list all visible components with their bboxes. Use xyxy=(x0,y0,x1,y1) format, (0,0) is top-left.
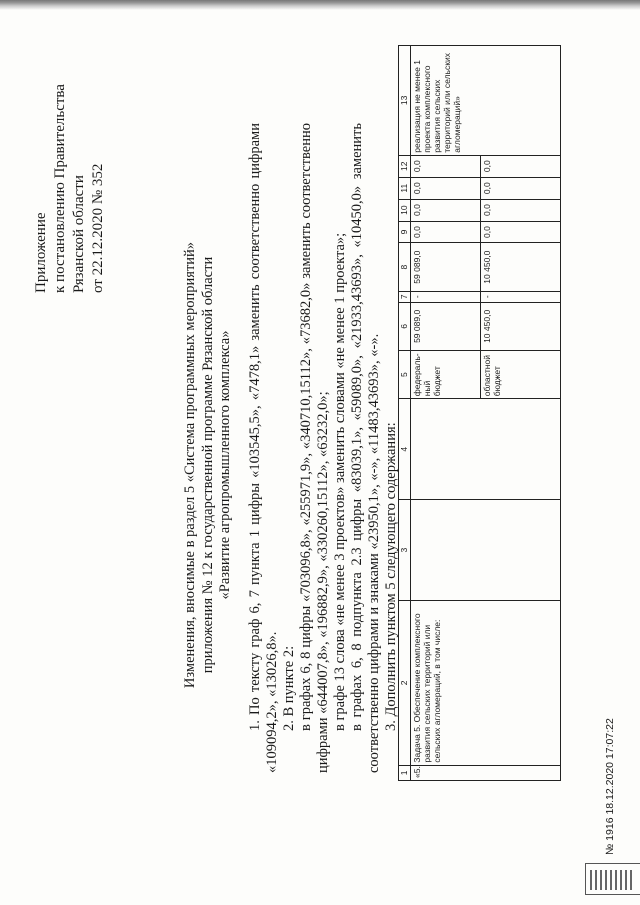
result-cell: реализация не менее 1 проекта комплексного развития сельских территорий или сельских агломераций» xyxy=(411,46,561,156)
header-cell: 7 xyxy=(399,291,411,302)
header-cell: 13 xyxy=(399,46,411,156)
value-cell: 0,0 xyxy=(411,155,481,177)
approval-line-4: от 22.12.2020 № 352 xyxy=(90,163,106,293)
approval-line-2: к постановлению Правительства xyxy=(52,84,68,293)
header-cell: 11 xyxy=(399,177,411,199)
col3-cell xyxy=(411,500,561,601)
value-cell: 10 450,0 xyxy=(481,302,561,350)
title-line-2: приложения № 12 к государственной программе Рязанской области xyxy=(199,256,216,674)
header-cell: 8 xyxy=(399,243,411,291)
title-line-3: «Развитие агропромышленного комплекса» xyxy=(217,330,233,600)
row-number-cell: «5. xyxy=(411,765,561,780)
amendment-table xyxy=(398,45,561,781)
value-cell: 0,0 xyxy=(481,199,561,221)
header-cell: 3 xyxy=(399,500,411,601)
value-cell: 0,0 xyxy=(411,177,481,199)
paragraph-6: 3. Дополнить пунктом 5 следующего содержания: xyxy=(383,422,399,731)
header-cell: 6 xyxy=(399,302,411,350)
source-cell: областной бюджет xyxy=(481,351,561,399)
registration-stamp: № 1916 18.12.2020 17:07:22 xyxy=(604,718,616,855)
paragraph-3: в графах 6, 8 цифры «703096,8», «255971,9», «340710,15112», «73682,0» заменить соответственно цифрами «644007,8», «196882,9», «330260,15112», «63232,0»; xyxy=(298,123,331,773)
table-header-row xyxy=(399,46,411,781)
header-cell: 2 xyxy=(399,601,411,766)
value-cell: - xyxy=(481,291,561,302)
value-cell: - xyxy=(411,291,481,302)
col4-cell xyxy=(411,399,561,500)
header-cell: 9 xyxy=(399,221,411,243)
document-title xyxy=(182,175,235,755)
registration-seal xyxy=(585,863,640,895)
table-row xyxy=(411,46,481,781)
header-cell: 10 xyxy=(399,199,411,221)
document-body xyxy=(247,123,400,773)
approval-line-3: Рязанской области xyxy=(71,175,87,293)
title-line-1: Изменения, вносимые в раздел 5 «Система программных мероприятий» xyxy=(182,241,198,689)
value-cell: 0,0 xyxy=(481,155,561,177)
paragraph-4: в графе 13 слова «не менее 3 проектов» заменить словами «не менее 1 проекта»; xyxy=(332,232,348,731)
paragraph-5: в графах 6, 8 подпункта 2.3 цифры «83039,1», «59089,0», «21933,43693», «10450,0» заменить соответственно цифрами и знаками «23950,1», «-», «11483,43693», «-». xyxy=(349,123,382,773)
value-cell: 59 089,0 xyxy=(411,243,481,291)
value-cell: 0,0 xyxy=(481,221,561,243)
header-cell: 4 xyxy=(399,399,411,500)
value-cell: 0,0 xyxy=(411,221,481,243)
value-cell: 59 089,0 xyxy=(411,302,481,350)
header-cell: 1 xyxy=(399,765,411,780)
task-cell: Задача 5. Обеспечение комплексного развития сельских территорий или сельских агломераций, в том числе: xyxy=(411,601,561,766)
approval-line-1: Приложение xyxy=(33,212,49,293)
approval-block xyxy=(32,84,108,293)
header-cell: 5 xyxy=(399,351,411,399)
value-cell: 10 450,0 xyxy=(481,243,561,291)
header-cell: 12 xyxy=(399,155,411,177)
paragraph-1: 1. По тексту граф 6, 7 пункта 1 цифры «103545,5», «7478,1» заменить соответственно цифрами «109094,2», «13026,8». xyxy=(247,123,280,773)
paragraph-2: 2. В пункте 2: xyxy=(281,645,297,731)
source-cell: федераль-ный бюджет xyxy=(411,351,481,399)
value-cell: 0,0 xyxy=(411,199,481,221)
value-cell: 0,0 xyxy=(481,177,561,199)
